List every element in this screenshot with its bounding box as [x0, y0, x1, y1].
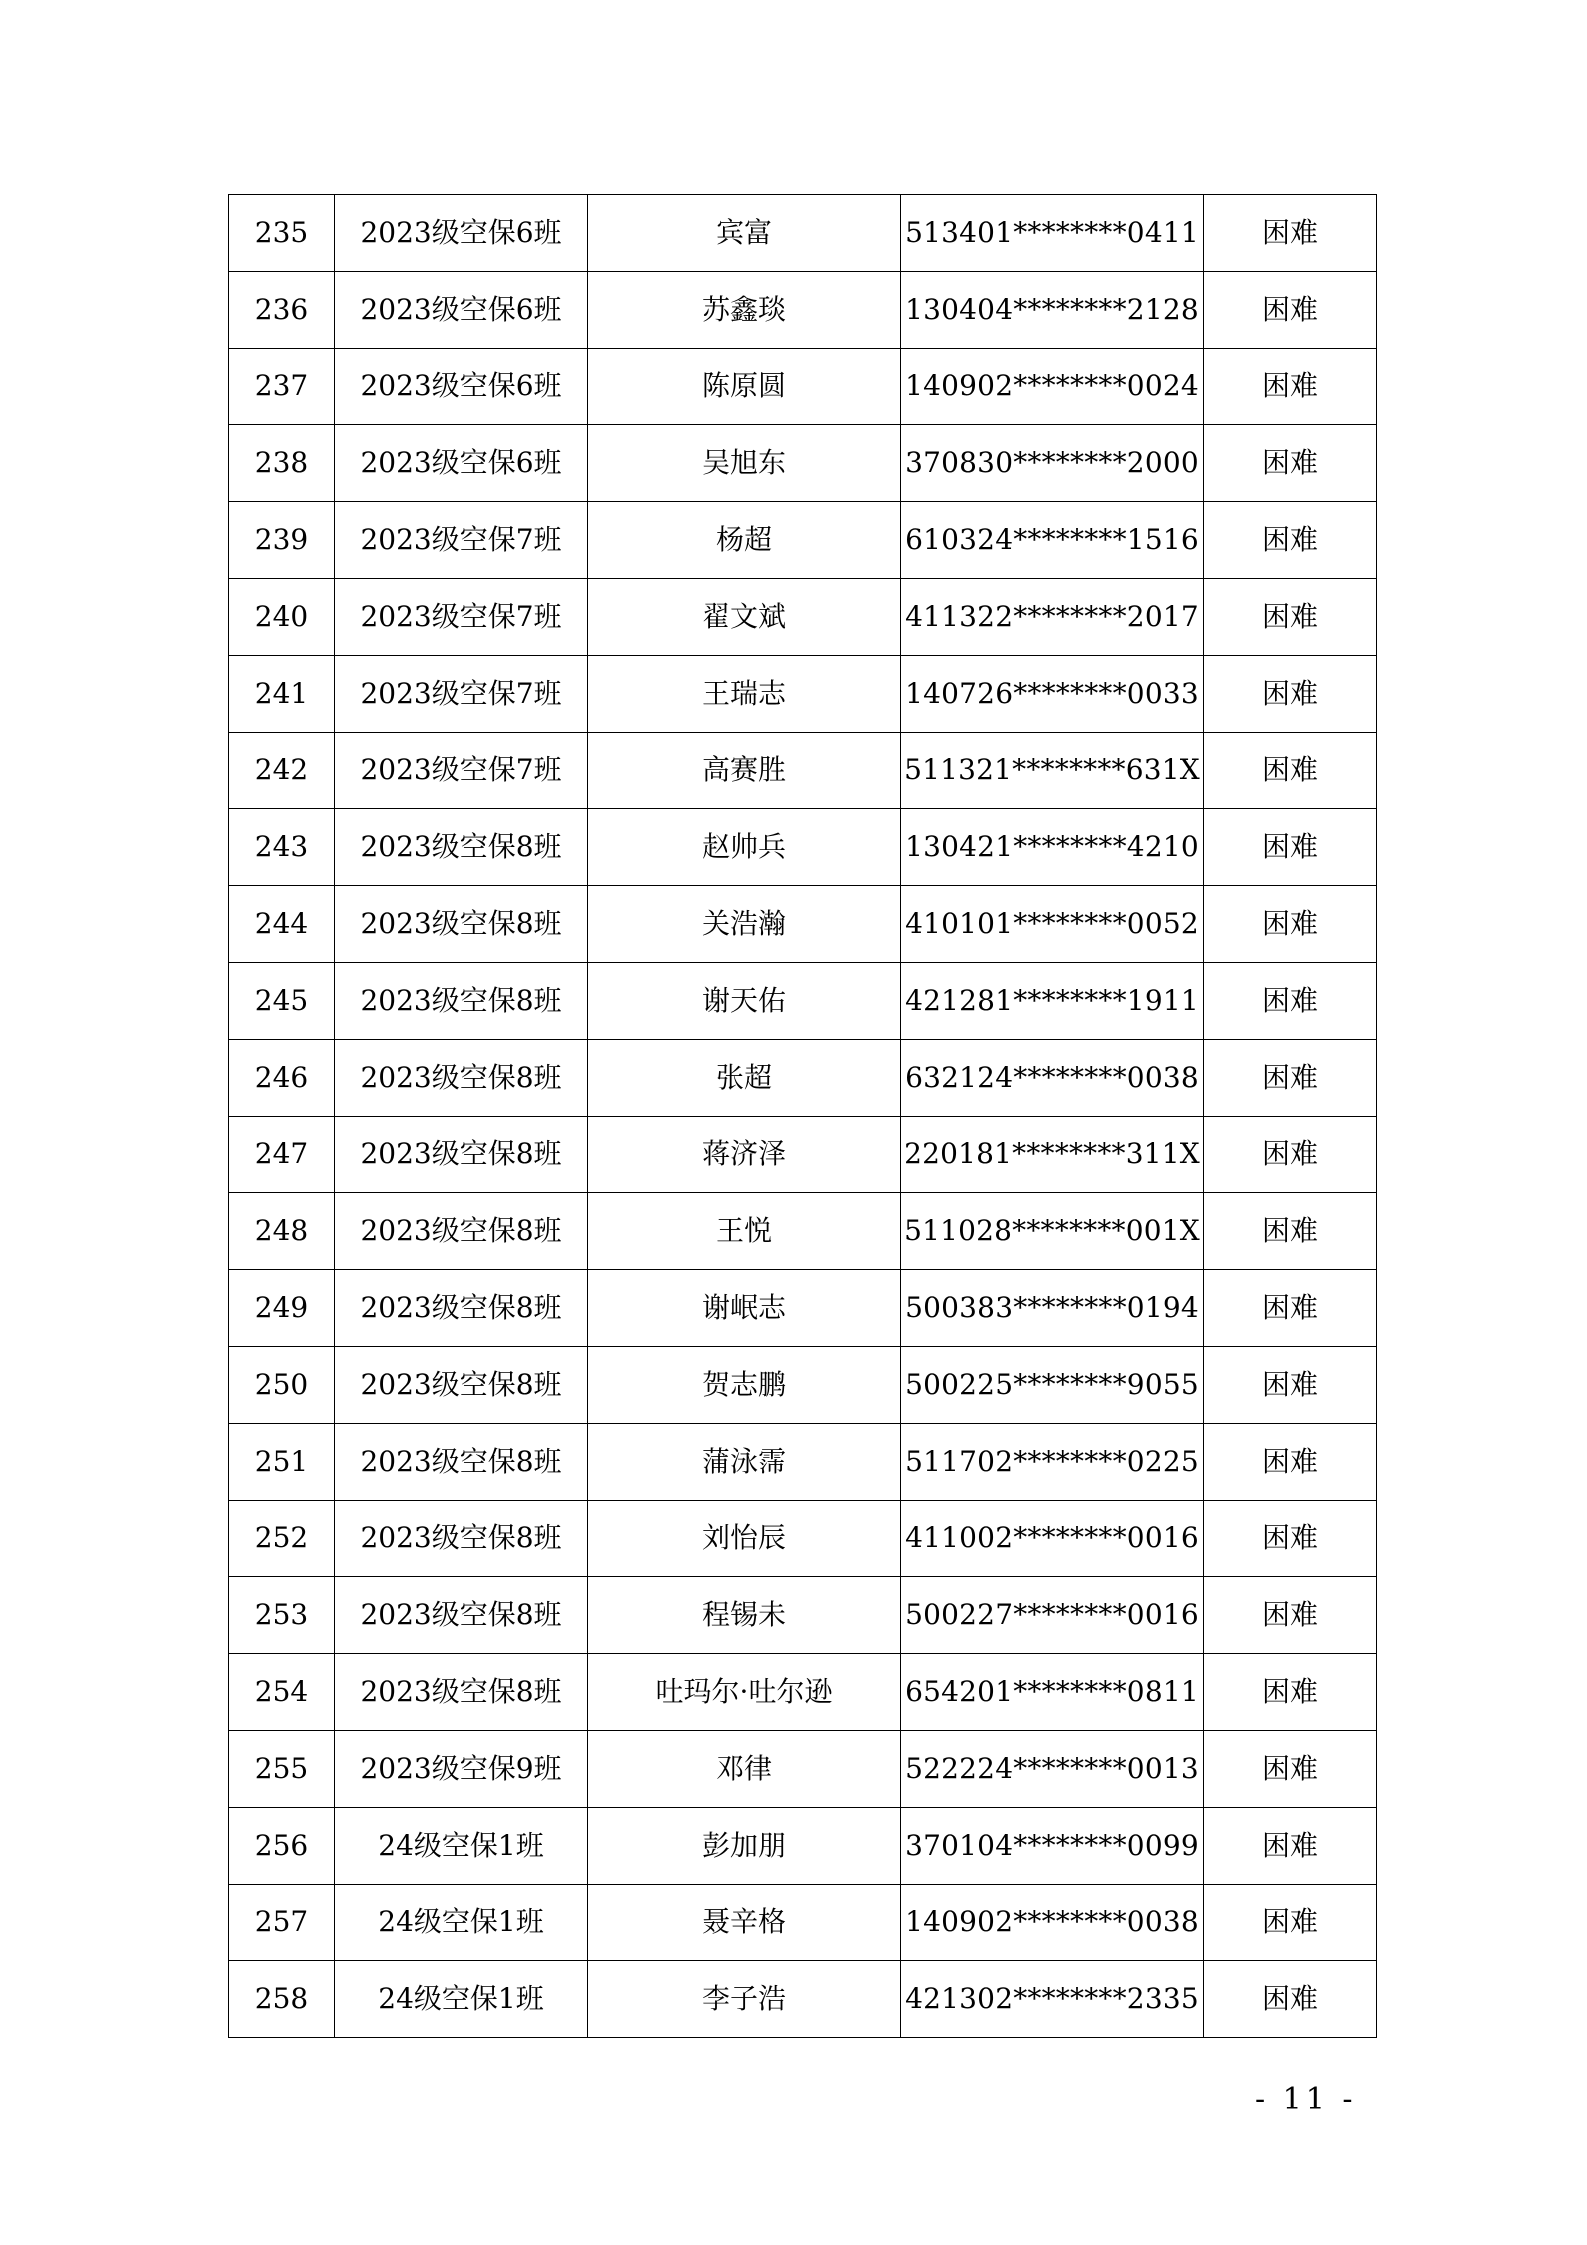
- hardship-status: 困难: [1204, 1116, 1377, 1193]
- student-name: 王瑞志: [588, 655, 901, 732]
- class-name: 2023级空保8班: [335, 1193, 588, 1270]
- id-number: 654201********0811: [901, 1654, 1204, 1731]
- class-name: 24级空保1班: [335, 1961, 588, 2038]
- id-number: 411322********2017: [901, 578, 1204, 655]
- row-number: 249: [229, 1270, 335, 1347]
- student-table-body: [229, 195, 1377, 2038]
- hardship-status: 困难: [1204, 578, 1377, 655]
- table-row: [229, 348, 1377, 425]
- row-number: 236: [229, 271, 335, 348]
- row-number: 251: [229, 1423, 335, 1500]
- id-number: 500227********0016: [901, 1577, 1204, 1654]
- row-number: 238: [229, 425, 335, 502]
- hardship-status: 困难: [1204, 809, 1377, 886]
- row-number: 239: [229, 502, 335, 579]
- hardship-status: 困难: [1204, 1654, 1377, 1731]
- id-number: 220181********311X: [901, 1116, 1204, 1193]
- class-name: 2023级空保8班: [335, 1116, 588, 1193]
- id-number: 500225********9055: [901, 1346, 1204, 1423]
- class-name: 2023级空保7班: [335, 578, 588, 655]
- row-number: 250: [229, 1346, 335, 1423]
- row-number: 242: [229, 732, 335, 809]
- hardship-status: 困难: [1204, 1346, 1377, 1423]
- table-row: [229, 1961, 1377, 2038]
- table-row: [229, 886, 1377, 963]
- hardship-status: 困难: [1204, 1423, 1377, 1500]
- row-number: 240: [229, 578, 335, 655]
- table-row: [229, 1730, 1377, 1807]
- id-number: 130404********2128: [901, 271, 1204, 348]
- hardship-status: 困难: [1204, 962, 1377, 1039]
- row-number: 254: [229, 1654, 335, 1731]
- table-row: [229, 1884, 1377, 1961]
- hardship-status: 困难: [1204, 348, 1377, 425]
- student-name: 蒲泳霈: [588, 1423, 901, 1500]
- hardship-status: 困难: [1204, 425, 1377, 502]
- student-name: 王悦: [588, 1193, 901, 1270]
- id-number: 411002********0016: [901, 1500, 1204, 1577]
- id-number: 410101********0052: [901, 886, 1204, 963]
- table-row: [229, 502, 1377, 579]
- id-number: 500383********0194: [901, 1270, 1204, 1347]
- id-number: 421281********1911: [901, 962, 1204, 1039]
- id-number: 511321********631X: [901, 732, 1204, 809]
- id-number: 610324********1516: [901, 502, 1204, 579]
- id-number: 513401********0411: [901, 195, 1204, 272]
- table-row: [229, 1039, 1377, 1116]
- row-number: 244: [229, 886, 335, 963]
- class-name: 2023级空保7班: [335, 655, 588, 732]
- row-number: 257: [229, 1884, 335, 1961]
- page-number: - 11 -: [1255, 2082, 1357, 2117]
- student-name: 蒋济泽: [588, 1116, 901, 1193]
- id-number: 370104********0099: [901, 1807, 1204, 1884]
- table-row: [229, 1500, 1377, 1577]
- student-name: 吴旭东: [588, 425, 901, 502]
- hardship-status: 困难: [1204, 1500, 1377, 1577]
- table-row: [229, 195, 1377, 272]
- class-name: 2023级空保8班: [335, 1039, 588, 1116]
- student-name: 高赛胜: [588, 732, 901, 809]
- row-number: 247: [229, 1116, 335, 1193]
- class-name: 2023级空保8班: [335, 1423, 588, 1500]
- row-number: 248: [229, 1193, 335, 1270]
- hardship-status: 困难: [1204, 1884, 1377, 1961]
- class-name: 2023级空保8班: [335, 1500, 588, 1577]
- student-name: 陈原圆: [588, 348, 901, 425]
- class-name: 24级空保1班: [335, 1884, 588, 1961]
- table-row: [229, 1423, 1377, 1500]
- student-name: 苏鑫琰: [588, 271, 901, 348]
- id-number: 511028********001X: [901, 1193, 1204, 1270]
- id-number: 370830********2000: [901, 425, 1204, 502]
- class-name: 2023级空保9班: [335, 1730, 588, 1807]
- hardship-status: 困难: [1204, 1961, 1377, 2038]
- hardship-status: 困难: [1204, 1807, 1377, 1884]
- class-name: 2023级空保6班: [335, 271, 588, 348]
- table-row: [229, 655, 1377, 732]
- row-number: 253: [229, 1577, 335, 1654]
- student-name: 吐玛尔·吐尔逊: [588, 1654, 901, 1731]
- id-number: 421302********2335: [901, 1961, 1204, 2038]
- class-name: 2023级空保8班: [335, 1577, 588, 1654]
- table-row: [229, 578, 1377, 655]
- table-row: [229, 1116, 1377, 1193]
- class-name: 2023级空保6班: [335, 425, 588, 502]
- table-row: [229, 1270, 1377, 1347]
- row-number: 237: [229, 348, 335, 425]
- hardship-status: 困难: [1204, 1730, 1377, 1807]
- class-name: 24级空保1班: [335, 1807, 588, 1884]
- student-name: 彭加朋: [588, 1807, 901, 1884]
- table-row: [229, 425, 1377, 502]
- id-number: 140902********0038: [901, 1884, 1204, 1961]
- table-row: [229, 1577, 1377, 1654]
- student-name: 谢天佑: [588, 962, 901, 1039]
- hardship-status: 困难: [1204, 732, 1377, 809]
- class-name: 2023级空保8班: [335, 809, 588, 886]
- class-name: 2023级空保7班: [335, 732, 588, 809]
- class-name: 2023级空保8班: [335, 962, 588, 1039]
- id-number: 511702********0225: [901, 1423, 1204, 1500]
- row-number: 243: [229, 809, 335, 886]
- class-name: 2023级空保8班: [335, 1270, 588, 1347]
- hardship-status: 困难: [1204, 502, 1377, 579]
- student-name: 邓律: [588, 1730, 901, 1807]
- student-name: 关浩瀚: [588, 886, 901, 963]
- table-row: [229, 271, 1377, 348]
- student-name: 杨超: [588, 502, 901, 579]
- row-number: 246: [229, 1039, 335, 1116]
- table-row: [229, 1346, 1377, 1423]
- hardship-status: 困难: [1204, 886, 1377, 963]
- student-name: 张超: [588, 1039, 901, 1116]
- student-name: 赵帅兵: [588, 809, 901, 886]
- id-number: 632124********0038: [901, 1039, 1204, 1116]
- id-number: 140726********0033: [901, 655, 1204, 732]
- student-name: 刘怡辰: [588, 1500, 901, 1577]
- class-name: 2023级空保8班: [335, 886, 588, 963]
- class-name: 2023级空保6班: [335, 348, 588, 425]
- student-name: 宾富: [588, 195, 901, 272]
- table-row: [229, 962, 1377, 1039]
- row-number: 245: [229, 962, 335, 1039]
- row-number: 235: [229, 195, 335, 272]
- id-number: 522224********0013: [901, 1730, 1204, 1807]
- id-number: 140902********0024: [901, 348, 1204, 425]
- row-number: 241: [229, 655, 335, 732]
- hardship-status: 困难: [1204, 1039, 1377, 1116]
- hardship-status: 困难: [1204, 195, 1377, 272]
- student-name: 贺志鹏: [588, 1346, 901, 1423]
- id-number: 130421********4210: [901, 809, 1204, 886]
- student-name: 李子浩: [588, 1961, 901, 2038]
- student-name: 翟文斌: [588, 578, 901, 655]
- student-table: [228, 194, 1377, 2038]
- class-name: 2023级空保8班: [335, 1346, 588, 1423]
- hardship-status: 困难: [1204, 1577, 1377, 1654]
- table-row: [229, 732, 1377, 809]
- student-name: 程锡未: [588, 1577, 901, 1654]
- table-row: [229, 809, 1377, 886]
- row-number: 252: [229, 1500, 335, 1577]
- class-name: 2023级空保7班: [335, 502, 588, 579]
- class-name: 2023级空保8班: [335, 1654, 588, 1731]
- table-row: [229, 1654, 1377, 1731]
- student-list-page: [228, 194, 1371, 2038]
- table-row: [229, 1807, 1377, 1884]
- hardship-status: 困难: [1204, 1193, 1377, 1270]
- table-row: [229, 1193, 1377, 1270]
- row-number: 258: [229, 1961, 335, 2038]
- hardship-status: 困难: [1204, 655, 1377, 732]
- hardship-status: 困难: [1204, 1270, 1377, 1347]
- hardship-status: 困难: [1204, 271, 1377, 348]
- row-number: 256: [229, 1807, 335, 1884]
- row-number: 255: [229, 1730, 335, 1807]
- class-name: 2023级空保6班: [335, 195, 588, 272]
- student-name: 谢岷志: [588, 1270, 901, 1347]
- student-name: 聂辛格: [588, 1884, 901, 1961]
